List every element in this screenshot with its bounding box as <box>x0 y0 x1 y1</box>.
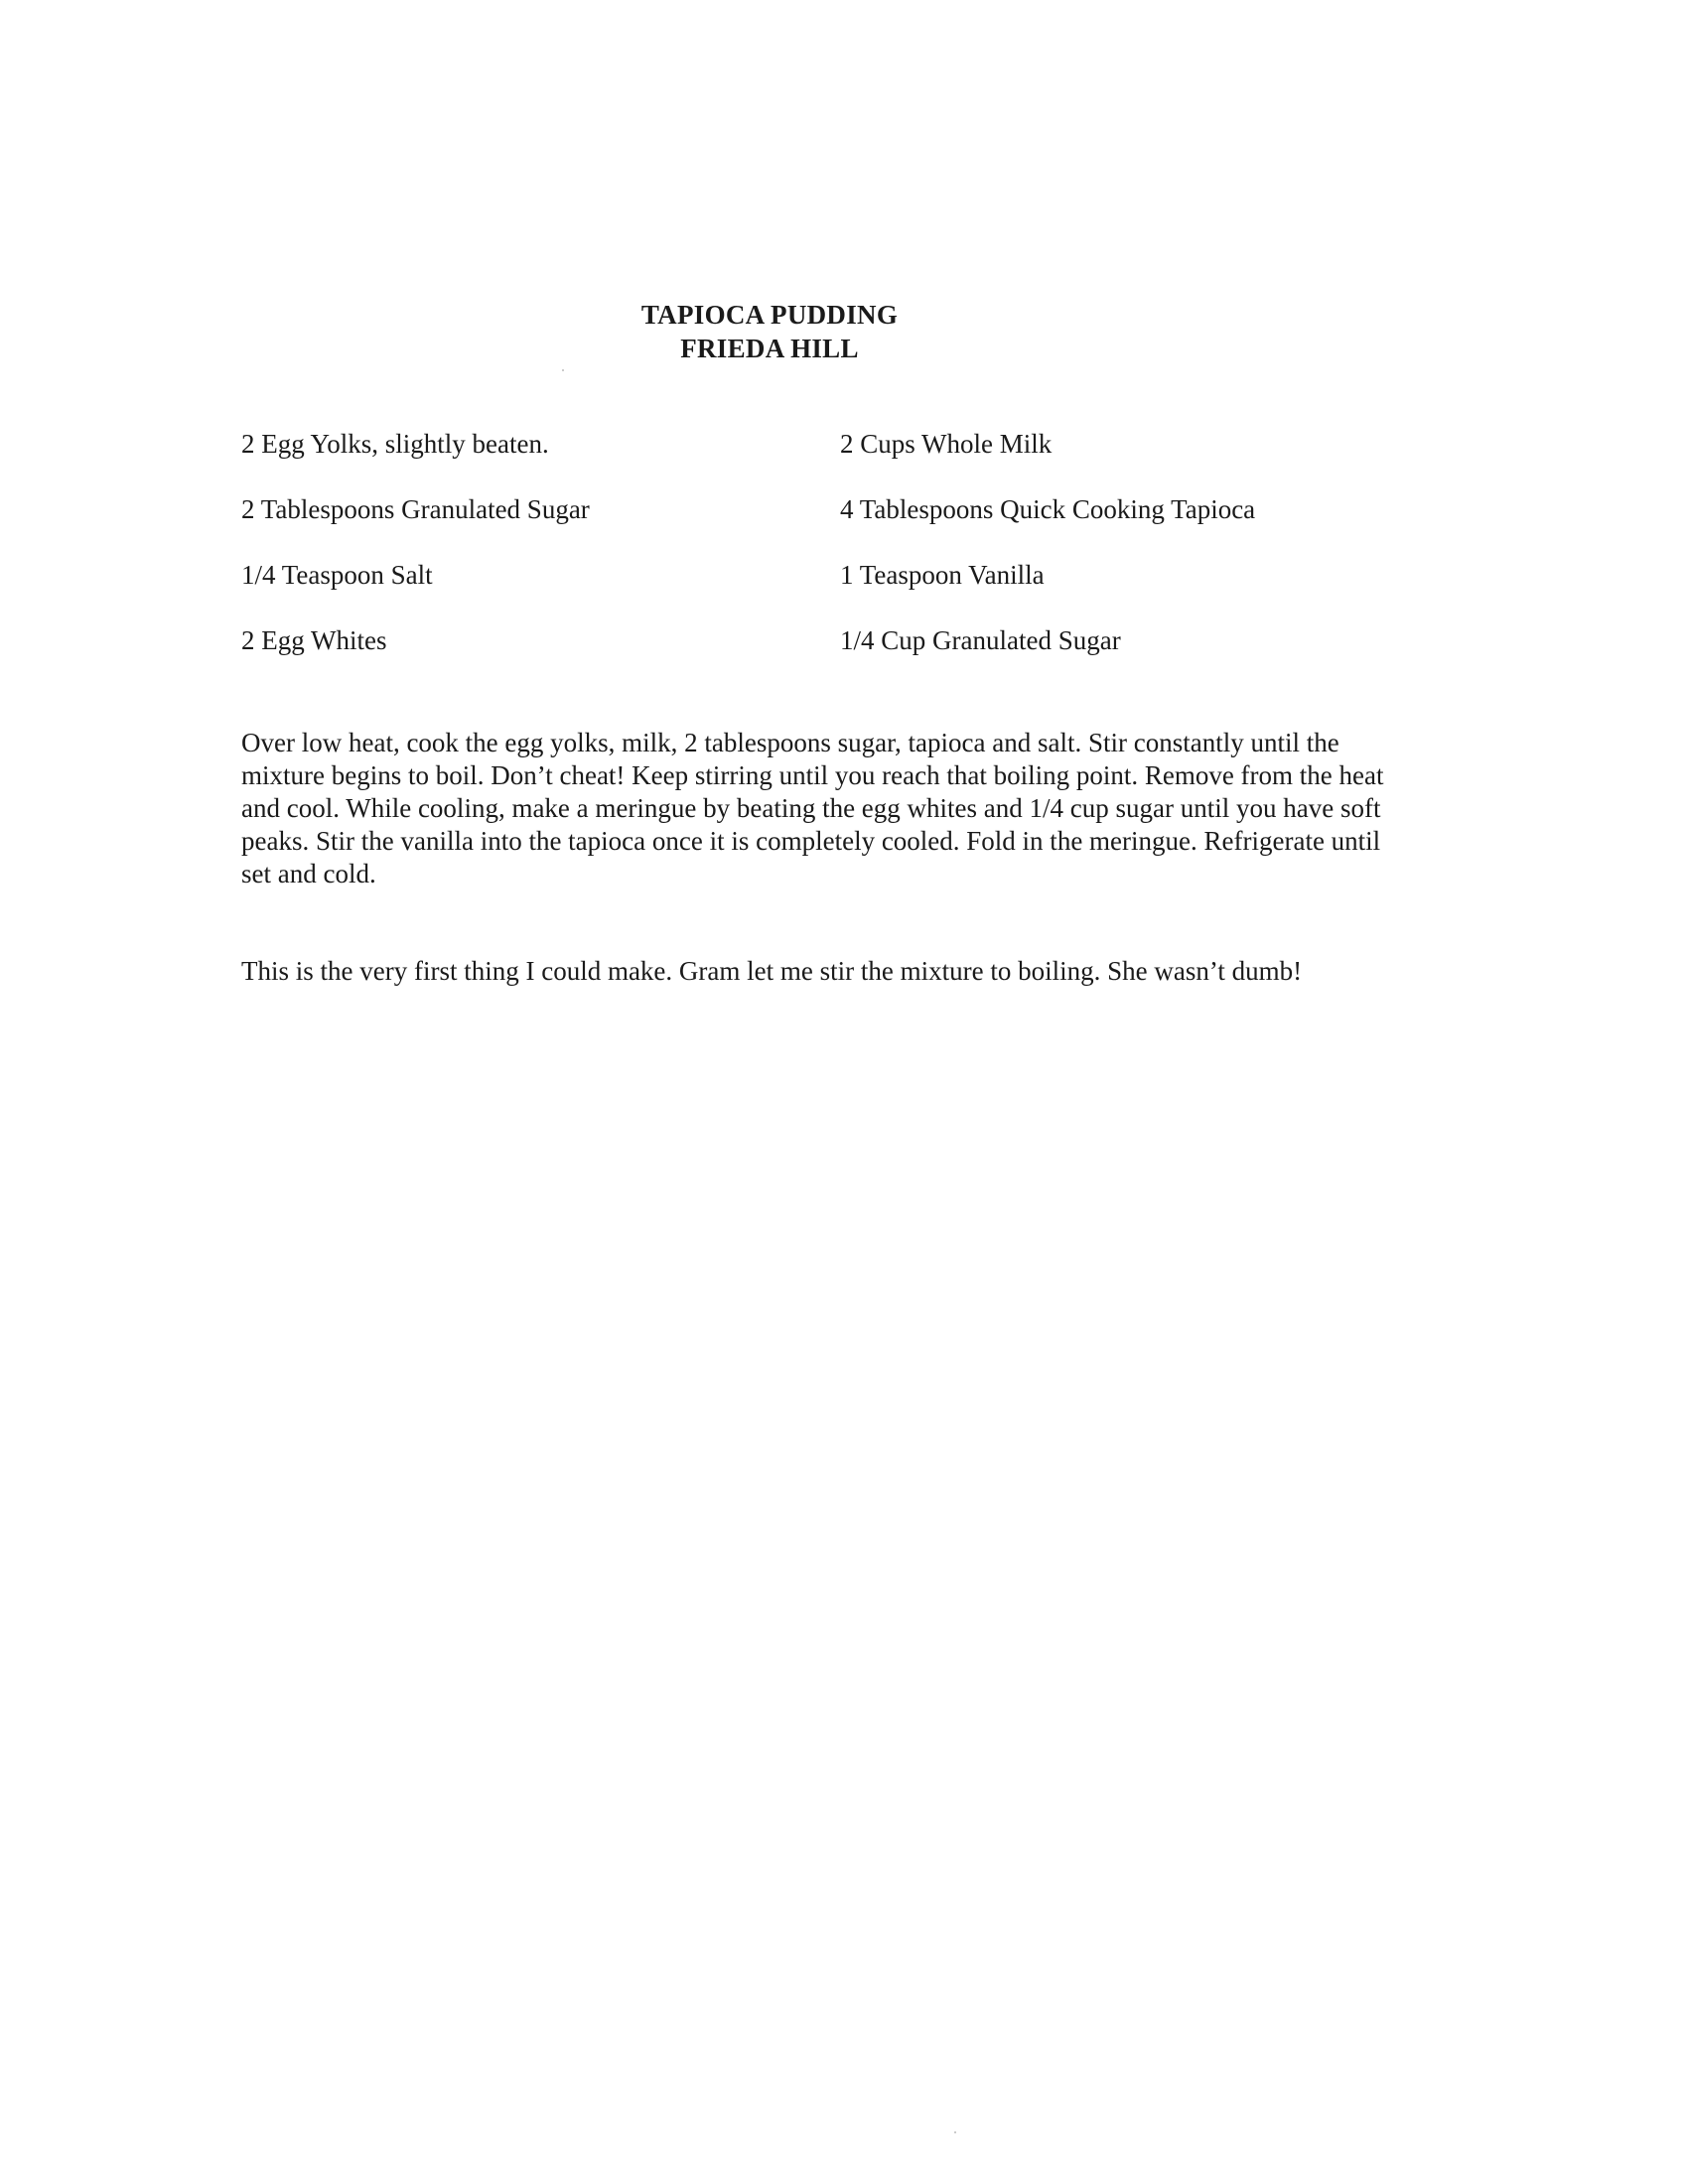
scan-speck <box>954 2131 956 2133</box>
ingredient-row <box>241 623 1433 689</box>
recipe-header <box>0 298 1539 365</box>
ingredient-item: 1 Teaspoon Vanilla <box>840 560 1045 590</box>
ingredient-row <box>241 427 1433 492</box>
ingredient-row <box>241 492 1433 558</box>
recipe-title: TAPIOCA PUDDING <box>640 300 899 330</box>
ingredient-item: 2 Tablespoons Granulated Sugar <box>241 494 590 524</box>
ingredient-item: 1/4 Cup Granulated Sugar <box>840 625 1121 655</box>
ingredient-item: 2 Cups Whole Milk <box>840 429 1053 459</box>
ingredient-item: 2 Egg Whites <box>241 625 387 655</box>
recipe-author: FRIEDA HILL <box>680 334 859 363</box>
ingredient-item: 4 Tablespoons Quick Cooking Tapioca <box>840 494 1256 524</box>
personal-note: This is the very first thing I could make. Gram let me stir the mixture to boiling. She wasn’t dumb! <box>241 956 1303 986</box>
ingredient-item: 2 Egg Yolks, slightly beaten. <box>241 429 549 459</box>
ingredient-item: 1/4 Teaspoon Salt <box>241 560 433 590</box>
ingredient-row <box>241 558 1433 623</box>
instructions-paragraph: Over low heat, cook the egg yolks, milk, 2 tablespoons sugar, tapioca and salt. Stir constantly until the mixture begins to boil. Don’t cheat! Keep stirring until you reach that boiling point. Remove from the heat and cool. While cooling, make a meringue by beating the egg whites and 1/4 cup sugar until you have soft peaks. Stir the vanilla into the tapioca once it is completely cooled. Fold in the meringue. Refrigerate until set and cold. <box>241 728 1384 888</box>
ingredients-list <box>241 427 1433 689</box>
scan-speck <box>562 369 564 371</box>
